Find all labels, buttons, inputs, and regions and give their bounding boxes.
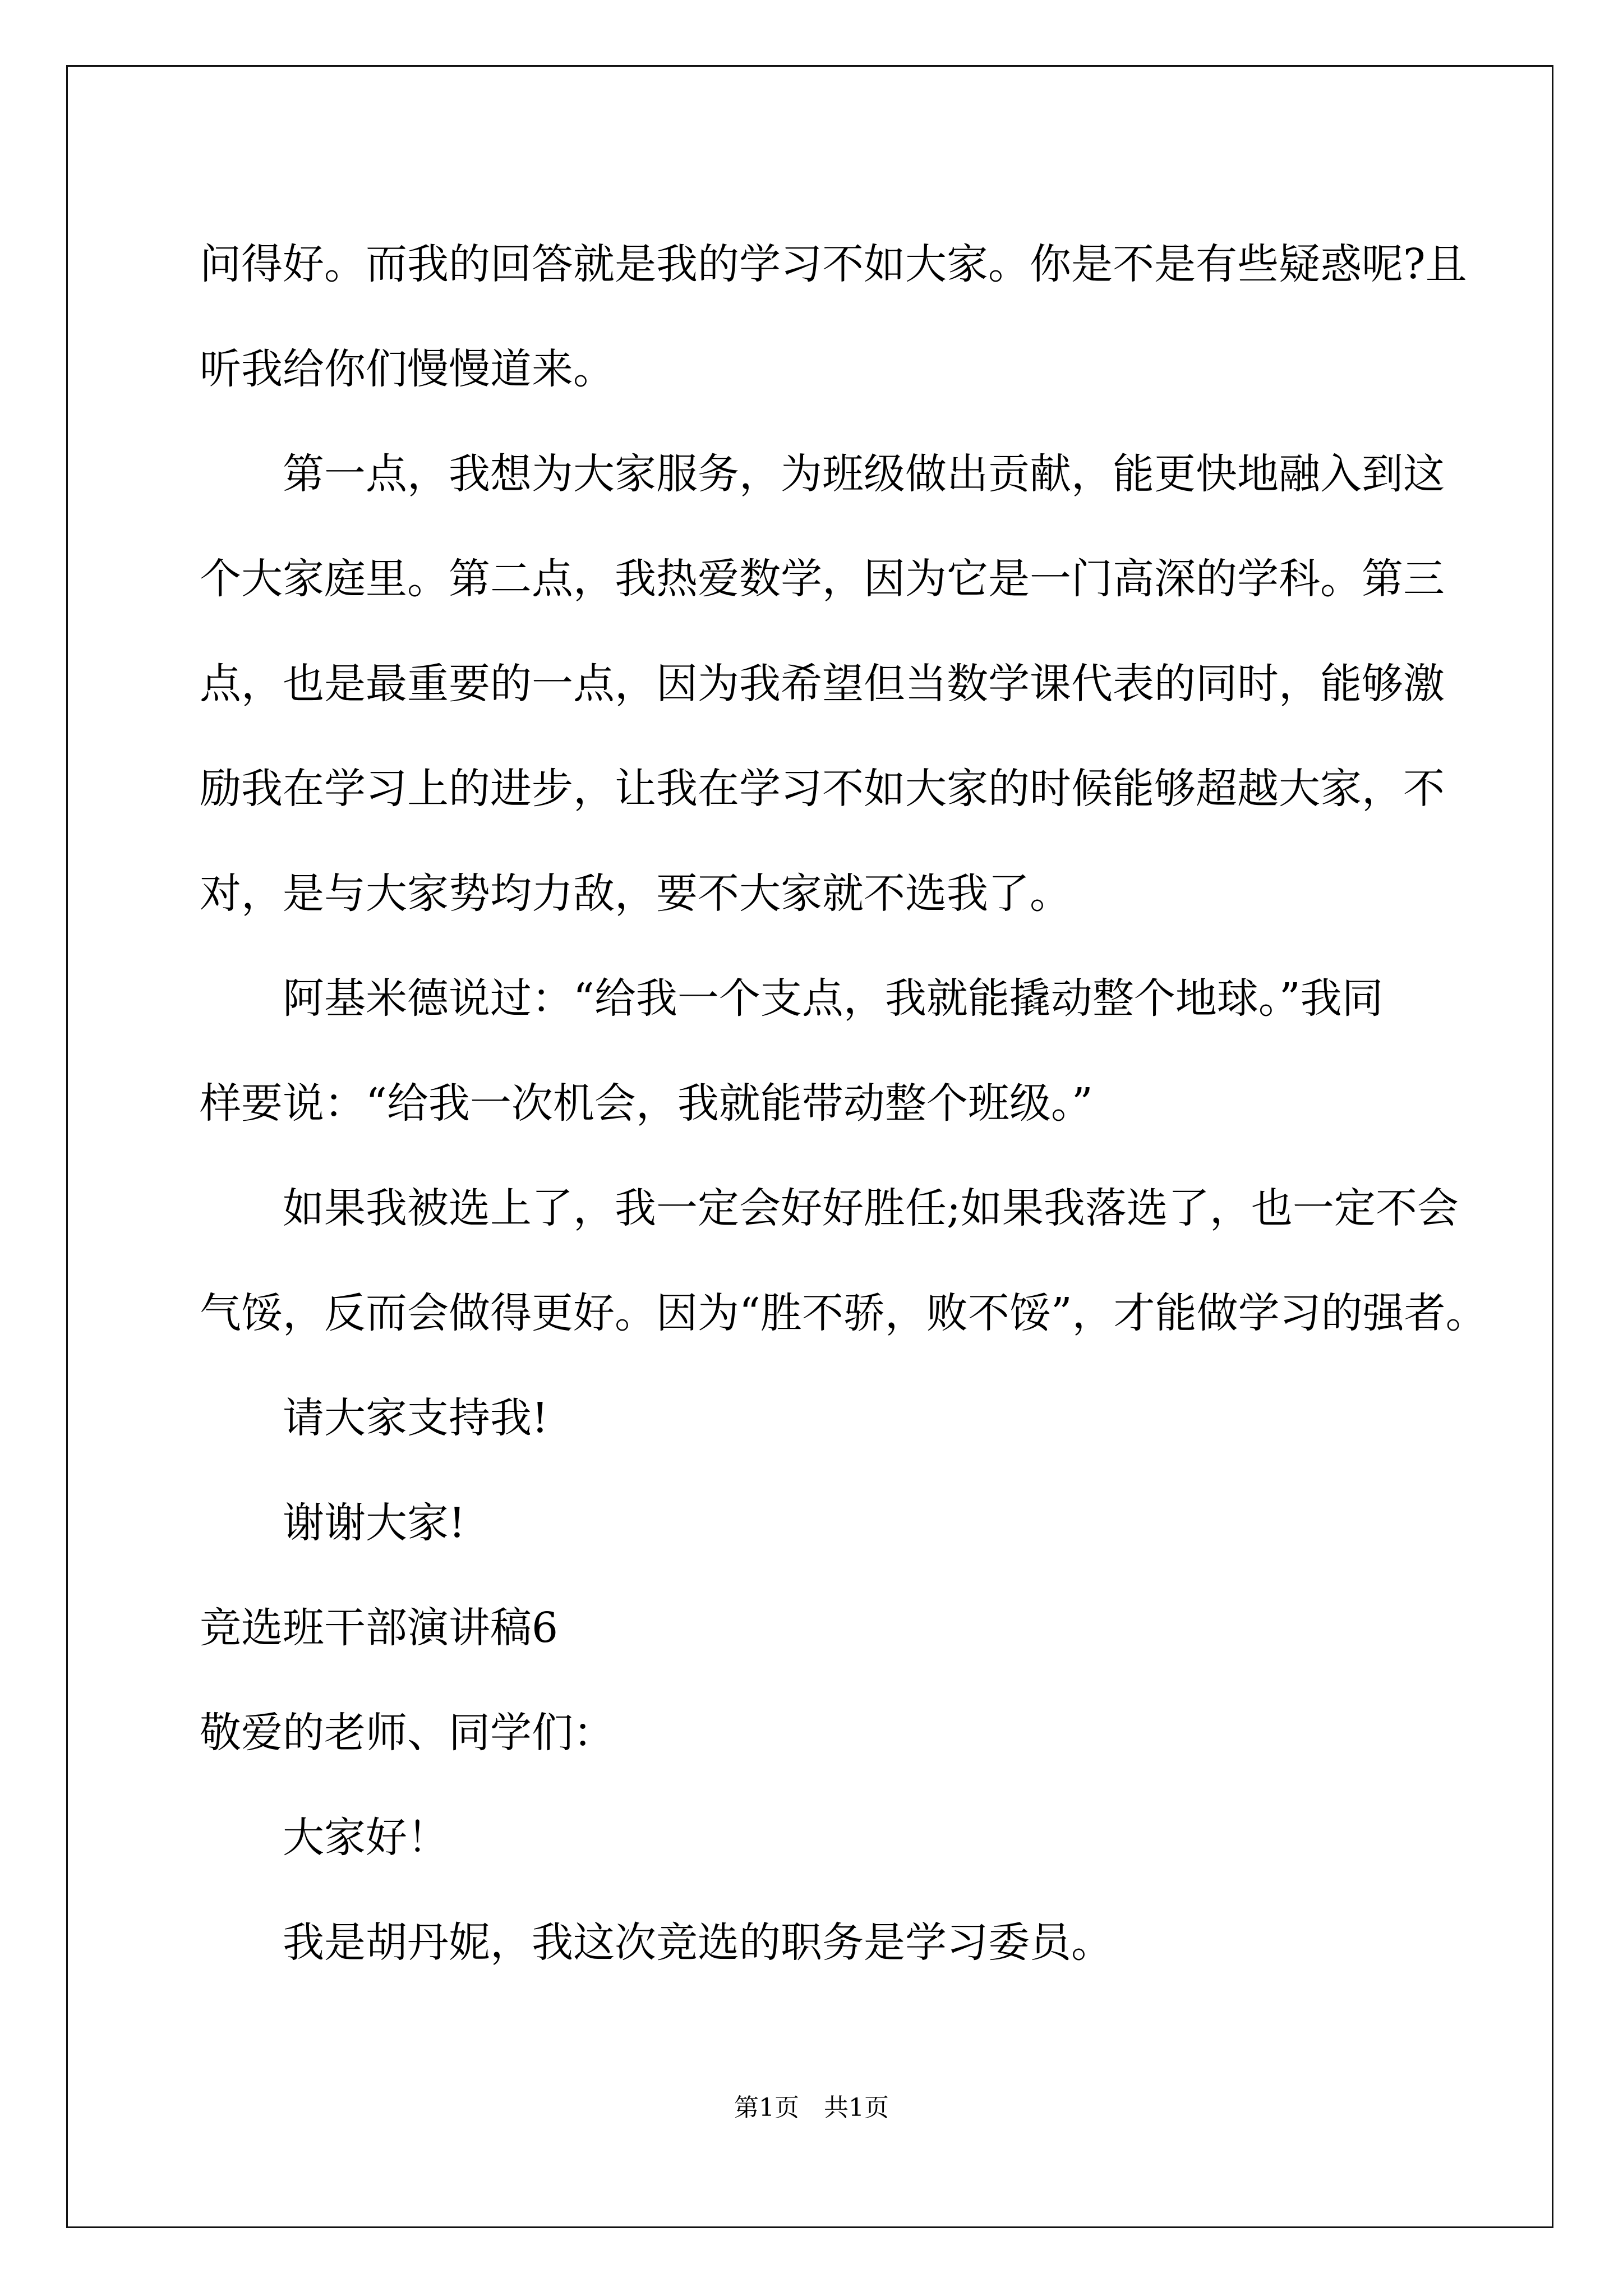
paragraph (200, 946, 1428, 1156)
text-line: 气馁，反而会做得更好。因为“胜不骄，败不馁”，才能做学习的强者。 (200, 1289, 1487, 1337)
text-line: 敬爱的老师、同学们： (200, 1709, 615, 1757)
text-line: 大家好！ (283, 1814, 449, 1862)
text-line: 听我给你们慢慢道来。 (200, 345, 615, 393)
text-line: 对，是与大家势均力敌，要不大家就不选我了。 (200, 869, 1071, 918)
text-line: 请大家支持我! (283, 1394, 548, 1442)
text-line: 问得好。而我的回答就是我的学习不如大家。你是不是有些疑惑呢?且 (200, 240, 1467, 288)
text-line: 点，也是最重要的一点，因为我希望但当数学课代表的同时，能够激 (200, 660, 1445, 708)
paragraph (200, 1576, 1428, 1681)
paragraph (200, 1471, 1428, 1576)
text-line: 我是胡丹妮，我这次竞选的职务是学习委员。 (283, 1918, 1113, 1967)
text-line: 励我在学习上的进步，让我在学习不如大家的时候能够超越大家，不 (200, 765, 1445, 813)
paragraph (200, 1156, 1487, 1366)
text-line: 如果我被选上了，我一定会好好胜任;如果我落选了，也一定不会 (283, 1184, 1459, 1232)
page-footer: 第1页 共1页 (734, 2093, 889, 2122)
paragraph (200, 1786, 1428, 1890)
text-line: 谢谢大家! (283, 1499, 465, 1547)
paragraph (200, 212, 1467, 422)
paragraph (200, 1681, 1428, 1786)
text-line: 第一点，我想为大家服务，为班级做出贡献，能更快地融入到这 (283, 450, 1445, 498)
paragraph (200, 422, 1445, 946)
paragraph (200, 1366, 1428, 1471)
text-line: 竞选班干部演讲稿6 (200, 1604, 559, 1652)
paragraph (200, 1890, 1428, 1995)
document-body (200, 212, 1487, 1995)
text-line: 个大家庭里。第二点，我热爱数学，因为它是一门高深的学科。第三 (200, 555, 1445, 603)
text-line: 样要说：“给我一次机会，我就能带动整个班级。” (200, 1079, 1093, 1128)
text-line: 阿基米德说过：“给我一个支点，我就能撬动整个地球。”我同 (283, 974, 1384, 1023)
